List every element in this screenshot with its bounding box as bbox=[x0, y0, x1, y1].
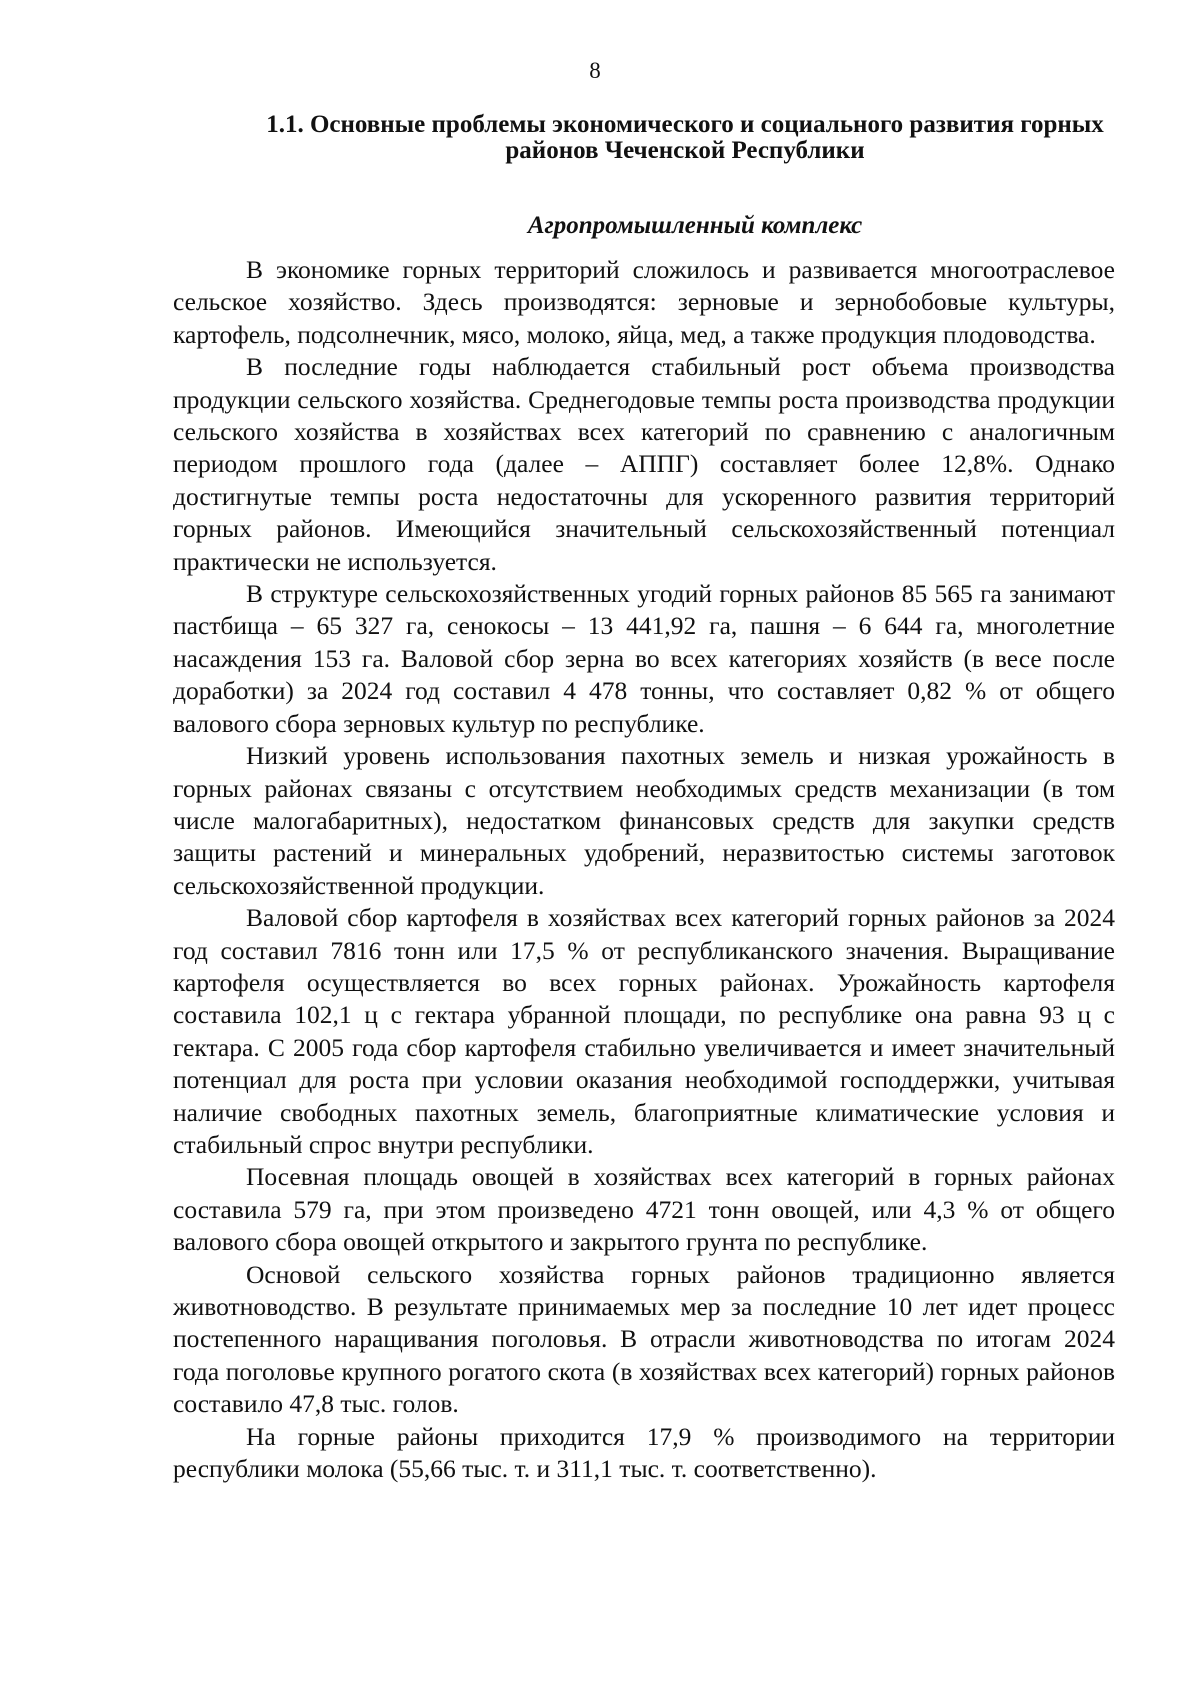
paragraph: Низкий уровень использования пахотных земель и низкая урожайность в горных районах связаны с отсутствием необходимых средств механизации (в том числе малогабаритных), недостатком финансовых средств для закупки средств защиты растений и минеральных удобрений, неразвитостью системы заготовок сельскохозяйственной продукции. bbox=[173, 741, 1115, 900]
paragraph: На горные районы приходится 17,9 % производимого на территории республики молока (55,66 тыс. т. и 311,1 тыс. т. соответственно). bbox=[173, 1421, 1115, 1484]
body-text bbox=[173, 254, 1115, 1485]
paragraph: В структуре сельскохозяйственных угодий горных районов 85 565 га занимают пастбища – 65 327 га, сенокосы – 13 441,92 га, пашня – 6 644 га, многолетние насаждения 153 га. Валовой сбор зерна во всех категориях хозяйств (в весе после доработки) за 2024 год составил 4 478 тонны, что составляет 0,82 % от общего валового сбора зерновых культур по республике. bbox=[173, 579, 1115, 738]
paragraph: В экономике горных территорий сложилось и развивается многоотраслевое сельское хозяйство. Здесь производятся: зерновые и зернобобовые культуры, картофель, подсолнечник, мясо, молоко, яйца, мед, а также продукция плодоводства. bbox=[173, 255, 1115, 349]
section-subheading: Агропромышленный комплекс bbox=[527, 212, 863, 239]
section-title: 1.1. Основные проблемы экономического и социального развития горных районов Чеченской Республики bbox=[266, 111, 1104, 164]
paragraph: Валовой сбор картофеля в хозяйствах всех категорий горных районов за 2024 год составил 7816 тонн или 17,5 % от республиканского значения. Выращивание картофеля осуществляется во всех горных районах. Урожайность картофеля составила 102,1 ц с гектара убранной площади, по республике она равна 93 ц с гектара. С 2005 года сбор картофеля стабильно увеличивается и имеет значительный потенциал для роста при условии оказания необходимой господдержки, учитывая наличие свободных пахотных земель, благоприятные климатические условия и стабильный спрос внутри республики. bbox=[173, 903, 1115, 1159]
page-number: 8 bbox=[589, 58, 601, 83]
paragraph: Основой сельского хозяйства горных районов традиционно является животноводство. В результате принимаемых мер за последние 10 лет идет процесс постепенного наращивания поголовья. В отрасли животноводства по итогам 2024 года поголовье крупного рогатого скота (в хозяйствах всех категорий) горных районов составило 47,8 тыс. голов. bbox=[173, 1259, 1115, 1419]
paragraph: В последние годы наблюдается стабильный рост объема производства продукции сельского хозяйства. Среднегодовые темпы роста производства продукции сельского хозяйства в хозяйствах всех категорий по сравнению с аналогичным периодом прошлого года (далее – АППГ) составляет более 12,8%. Однако достигнутые темпы роста недостаточны для ускоренного развития территорий горных районов. Имеющийся значительный сельскохозяйственный потенциал практически не используется. bbox=[173, 352, 1115, 576]
paragraph: Посевная площадь овощей в хозяйствах всех категорий в горных районах составила 579 га, при этом произведено 4721 тонн овощей, или 4,3 % от общего валового сбора овощей открытого и закрытого грунта по республике. bbox=[173, 1162, 1115, 1257]
